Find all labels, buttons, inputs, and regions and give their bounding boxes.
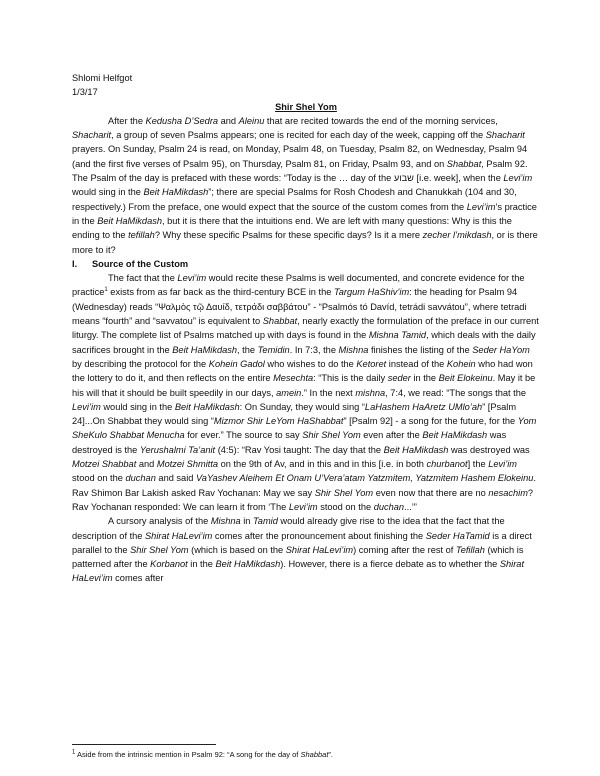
footnote-text-a: Aside from the intrinsic mention in Psalm 92: “A song for the day of	[75, 750, 301, 759]
intro-paragraph: After the Kedusha D’Sedra and Aleinu that are recited towards the end of the morning services, Shacharit, a group of seven Psalms appears; one is recited for each day of the week, capping off the Shacharit prayers. On Sunday, Psalm 24 is read, on Monday, Psalm 48, on Tuesday, Psalm 82, on Wednesday, Psalm 94 (and the first five verses of Psalm 95), on Thursday, Psalm 81, on Friday, Psalm 93, and on Shabbat, Psalm 92. The Psalm of the day is prefaced with these words: “Today is the … day of the שבוע [i.e. week], when the Levi’im would sing in the Beit HaMikdash”; there are special Psalms for Rosh Chodesh and Chanukkah (104 and 30, respectively.) From the preface, one would expect that the source of the custom comes from the Levi’im’s practice in the Beit HaMikdash, but it is there that the intuitions end. We are left with many questions: Why is this the ending to the tefillah? Why these specific Psalms for these specific days? Is it a mere zecher l’mikdash, or is there more to it?	[72, 115, 538, 255]
footnote-text-italic: Shabbat	[300, 750, 329, 759]
section-heading	[72, 257, 540, 271]
document-title: Shir Shel Yom	[275, 101, 337, 112]
footnote-text-b: ”.	[328, 750, 334, 759]
body-paragraph-1: The fact that the Levi’im would recite these Psalms is well documented, and concrete evidence for the practice$^1$ exists from as far back as the third-century BCE in the Targum HaShiv’im: the heading for Psalm 94 (Wednesday) reads “Ψαλμὸς τῷ Δαυίδ, τετράδι σαββάτου” - “Psalmós tó Davíd, tetrádi savvátou”, where tetradi means “fourth” and “savvatou” is equivalent to Shabbat, nearly exactly the formulation of the preface in our current liturgy. The complete list of Psalms matched up with days is found in the Mishna Tamid, which deals with the daily sacrifices brought in the Beit HaMikdash, the Temidin. In 7:3, the Mishna finishes the listing of the Seder HaYom by describing the protocol for the Kohein Gadol who wishes to do the Ketoret instead of the Kohein who had won the lottery to do it, and then reflects on the entire Mesechta: “This is the daily seder in the Beit Elokeinu. May it be his will that it should be built speedily in our days, amein.” In the next mishna, 7:4, we read: “The songs that the Levi’im would sing in the Beit HaMikdash: On Sunday, they would sing “LaHashem HaAretz UMlo’ah” [Psalm 24]...On Shabbat they would sing “Mizmor Shir LeYom HaShabbat” [Psalm 92] - a song for the future, for the Yom SheKulo Shabbat Menucha for ever.” The source to say Shir Shel Yom even after the Beit HaMikdash was destroyed is the Yerushalmi Ta’anit (4:5): “Rav Yosi taught: The day that the Beit HaMikdash was destroyed was Motzei Shabbat and Motzei Shmitta on the 9th of Av, and in this and in this [i.e. in both churbanot] the Levi’im stood on the duchan and said VaYashev Aleihem Et Onam U’Vera’atam Yatzmitem, Yatzmitem Hashem Elokeinu. Rav Shimon Bar Lakish asked Rav Yochanan: May we say Shir Shel Yom even now that there are no nesachim? Rav Yochanan responded: We can learn it from ‘The Levi’im stood on the duchan...’”	[72, 273, 539, 512]
footnote-marker: 1	[72, 749, 76, 756]
section-number: I.	[72, 258, 78, 269]
body-paragraph-2: A cursory analysis of the Mishna in Tamid would already give rise to the idea that the fact that the description of the Shirat HaLevi’im comes after the pronouncement about finishing the Seder HaTamid is a direct parallel to the Shir Shel Yom (which is based on the Shirat HaLevi’im) coming after the rest of Tefillah (which is patterned after the Korbanot in the Beit HaMikdash). However, there is a fierce debate as to whether the Shirat HaLevi’im comes after	[72, 516, 532, 584]
footnote	[72, 750, 542, 760]
author-name: Shlomi Helfgot	[72, 73, 133, 83]
section-title: Source of the Custom	[92, 258, 189, 269]
document-date: 1/3/17	[72, 87, 98, 98]
footnote-divider	[72, 744, 216, 745]
